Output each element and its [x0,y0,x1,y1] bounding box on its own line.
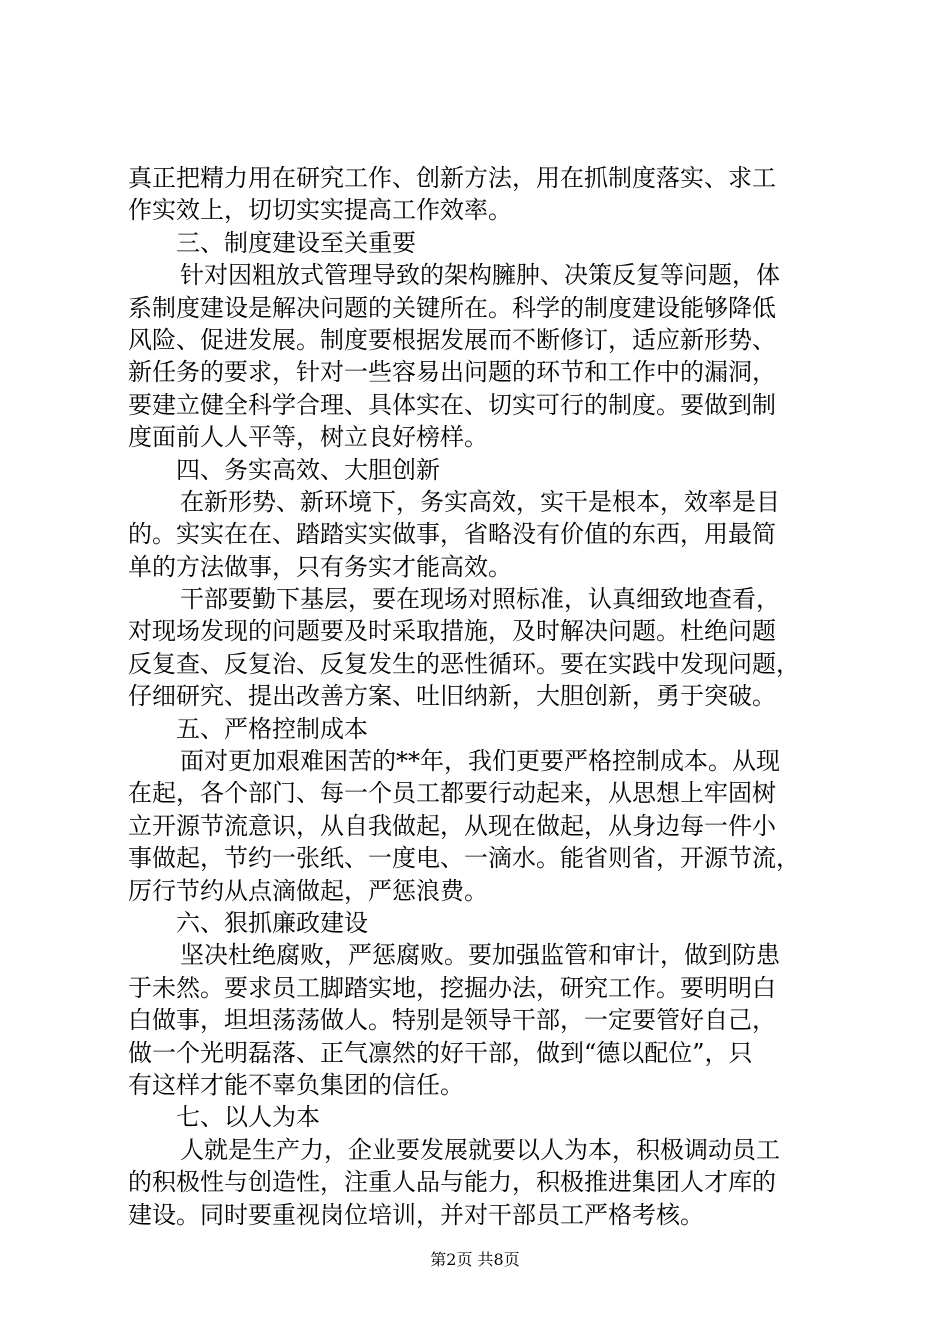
text-line: 于未然。要求员工脚踏实地，挖掘办法，研究工作。要明明白 [128,973,776,1002]
text-line: 的。实实在在、踏踏实实做事，省略没有价值的东西，用最简 [128,520,776,549]
text-line: 对现场发现的问题要及时采取措施，及时解决问题。杜绝问题 [128,617,776,646]
section-heading: 七、以人为本 [176,1103,320,1132]
section-heading: 四、务实高效、大胆创新 [176,455,440,484]
text-line: 立开源节流意识，从自我做起，从现在做起，从身边每一件小 [128,811,776,840]
text-line: 风险、促进发展。制度要根据发展而不断修订，适应新形势、 [128,325,776,354]
text-line: 要建立健全科学合理、具体实在、切实可行的制度。要做到制 [128,390,776,419]
text-line: 事做起，节约一张纸、一度电、一滴水。能省则省，开源节流， [128,844,800,873]
text-line: 单的方法做事，只有务实才能高效。 [128,552,512,581]
text-line: 在新形势、新环境下，务实高效，实干是根本，效率是目 [180,487,780,516]
text-line: 系制度建设是解决问题的关键所在。科学的制度建设能够降低 [128,293,776,322]
text-line: 干部要勤下基层，要在现场对照标准，认真细致地查看， [180,585,780,614]
text-line: 做一个光明磊落、正气凛然的好干部，做到“德以配位”，只 [128,1038,753,1067]
page-footer [0,1250,950,1270]
text-line: 人就是生产力，企业要发展就要以人为本，积极调动员工 [180,1135,780,1164]
text-line: 建设。同时要重视岗位培训，并对干部员工严格考核。 [128,1200,704,1229]
text-line: 新任务的要求，针对一些容易出问题的环节和工作中的漏洞， [128,358,776,387]
text-line: 有这样才能不辜负集团的信任。 [128,1070,464,1099]
text-line: 白做事，坦坦荡荡做人。特别是领导干部，一定要管好自己， [128,1006,776,1035]
text-line: 厉行节约从点滴做起，严惩浪费。 [128,876,488,905]
text-line: 面对更加艰难困苦的**年，我们更要严格控制成本。从现 [180,747,780,776]
text-line: 在起，各个部门、每一个员工都要行动起来，从思想上牢固树 [128,779,776,808]
text-line: 针对因粗放式管理导致的架构臃肿、决策反复等问题，体 [180,261,780,290]
text-line: 作实效上，切切实实提高工作效率。 [128,196,512,225]
text-line: 坚决杜绝腐败，严惩腐败。要加强监管和审计，做到防患 [180,941,780,970]
text-line: 的积极性与创造性，注重人品与能力，积极推进集团人才库的 [128,1168,776,1197]
text-line: 反复查、反复治、反复发生的恶性循环。要在实践中发现问题， [128,649,800,678]
text-line: 真正把精力用在研究工作、创新方法，用在抓制度落实、求工 [128,164,776,192]
text-line: 仔细研究、提出改善方案、吐旧纳新，大胆创新，勇于突破。 [128,682,776,711]
page-number-label: 第2页 共8页 [430,1250,520,1269]
section-heading: 三、制度建设至关重要 [176,228,416,257]
section-heading: 六、狠抓廉政建设 [176,908,368,937]
text-line: 度面前人人平等，树立良好榜样。 [128,423,488,452]
section-heading: 五、严格控制成本 [176,714,368,743]
document-body [128,162,838,1231]
